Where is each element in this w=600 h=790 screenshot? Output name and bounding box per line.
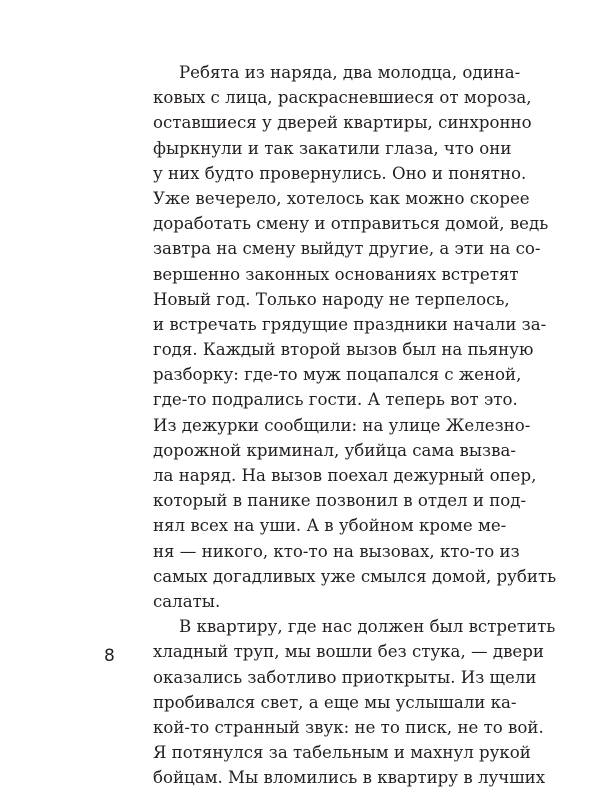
text-line: годя. Каждый второй вызов был на пьяную xyxy=(153,340,534,360)
text-line: самых догадливых уже смылся домой, рубить xyxy=(153,566,557,586)
text-line: оказались заботливо приоткрыты. Из щели xyxy=(153,667,537,687)
text-line: вершенно законных основаниях встретят xyxy=(153,264,519,284)
text-line: завтра на смену выйдут другие, а эти на со- xyxy=(153,239,541,259)
body-text xyxy=(153,60,557,790)
text-line: ня — никого, кто-то на вызовах, кто-то из xyxy=(153,541,520,561)
text-line: хладный труп, мы вошли без стука, — двери xyxy=(153,642,544,662)
text-line: бойцам. Мы вломились в квартиру в лучших xyxy=(153,768,546,788)
text-line: и встречать грядущие праздники начали за- xyxy=(153,314,547,334)
paragraph-1 xyxy=(153,60,557,614)
text-line: кой-то странный звук: не то писк, не то вой. xyxy=(153,717,544,737)
text-line: который в панике позвонил в отдел и под- xyxy=(153,491,527,511)
text-line: Из дежурки сообщили: на улице Железно- xyxy=(153,415,531,435)
text-line: нял всех на уши. А в убойном кроме ме- xyxy=(153,516,507,536)
text-line: дорожной криминал, убийца сама вызва- xyxy=(153,440,516,460)
text-line: Я потянулся за табельным и махнул рукой xyxy=(153,743,531,763)
text-line: фыркнули и так закатили глаза, что они xyxy=(153,138,512,158)
text-line: оставшиеся у дверей квартиры, синхронно xyxy=(153,113,532,133)
text-line: В квартиру, где нас должен был встретить xyxy=(179,617,556,637)
page-number: 8 xyxy=(104,646,115,666)
text-line: пробивался свет, а еще мы услышали ка- xyxy=(153,692,517,712)
text-line: салаты. xyxy=(153,591,221,611)
paragraph-2 xyxy=(153,614,556,790)
text-line: разборку: где-то муж поцапался с женой, xyxy=(153,365,522,385)
text-line: ла наряд. На вызов поехал дежурный опер, xyxy=(153,466,537,485)
text-line: ковых с лица, раскрасневшиеся от мороза, xyxy=(153,88,532,108)
text-line: Новый год. Только народу не терпелось, xyxy=(153,289,510,309)
text-line: Уже вечерело, хотелось как можно скорее xyxy=(153,188,530,208)
text-line: у них будто провернулись. Оно и понятно. xyxy=(153,163,527,183)
text-line: доработать смену и отправиться домой, ведь xyxy=(153,214,549,234)
text-line: где-то подрались гости. А теперь вот это. xyxy=(153,390,518,410)
text-line: Ребята из наряда, два молодца, одина- xyxy=(179,63,521,82)
